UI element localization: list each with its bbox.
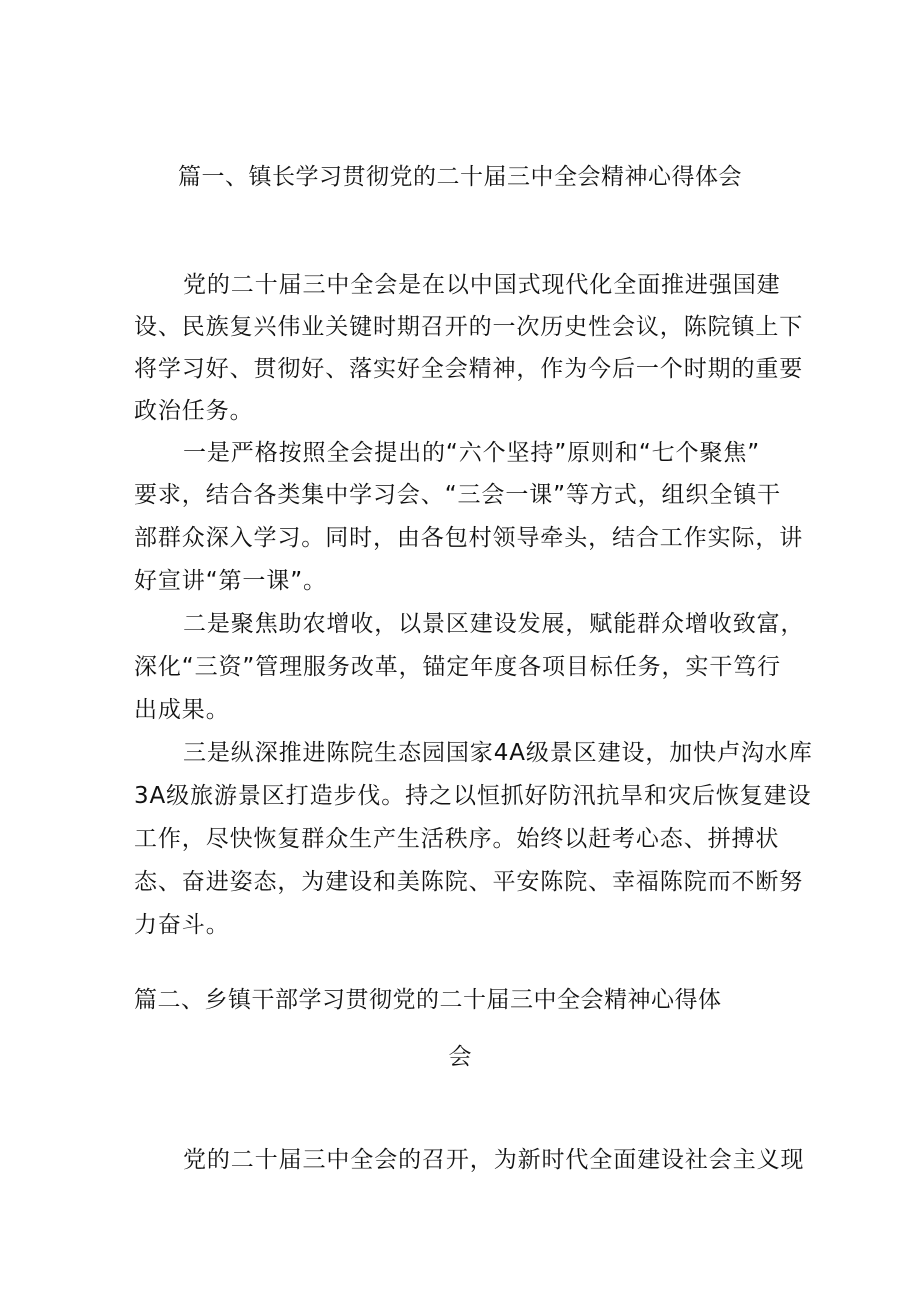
section-2-title-continued: 会 [448,1044,472,1070]
paragraph-line: 深化“三资”管理服务改革，锚定年度各项目标任务，实干笃行 [134,654,782,680]
paragraph-line: 要求，结合各类集中学习会、“三会一课”等方式，组织全镇干 [134,482,782,508]
paragraph-line: 3A级旅游景区打造步伐。持之以恒抓好防汛抗旱和灾后恢复建设 [134,783,812,809]
paragraph-line: 好宣讲“第一课”。 [134,568,327,594]
paragraph-line: 将学习好、贯彻好、落实好全会精神，作为今后一个时期的重要 [134,356,804,382]
section-2-title: 篇二、乡镇干部学习贯彻党的二十届三中全会精神心得体 [134,987,722,1013]
paragraph-line: 态、奋进姿态，为建设和美陈院、平安陈院、幸福陈院而不断努 [134,869,804,895]
section-1-title: 篇一、镇长学习贯彻党的二十届三中全会精神心得体会 [178,164,742,190]
paragraph-line: 三是纵深推进陈院生态园国家4A级景区建设，加快卢沟水库 [183,740,813,766]
paragraph-line: 力奋斗。 [134,912,230,938]
paragraph-line: 政治任务。 [134,398,254,424]
paragraph-line: 部群众深入学习。同时，由各包村领导牵头，结合工作实际，讲 [134,525,804,551]
paragraph-line: 党的二十届三中全会的召开，为新时代全面建设社会主义现 [183,1147,805,1173]
paragraph-line: 设、民族复兴伟业关键时期召开的一次历史性会议，陈院镇上下 [134,314,804,340]
paragraph-line: 出成果。 [134,697,230,723]
paragraph-line: 二是聚焦助农增收，以景区建设发展，赋能群众增收致富， [183,611,805,637]
paragraph-line: 党的二十届三中全会是在以中国式现代化全面推进强国建 [183,272,781,298]
paragraph-line: 一是严格按照全会提出的“六个坚持”原则和“七个聚焦” [183,440,761,466]
paragraph-line: 工作，尽快恢复群众生产生活秩序。始终以赶考心态、拼搏状 [134,826,780,852]
